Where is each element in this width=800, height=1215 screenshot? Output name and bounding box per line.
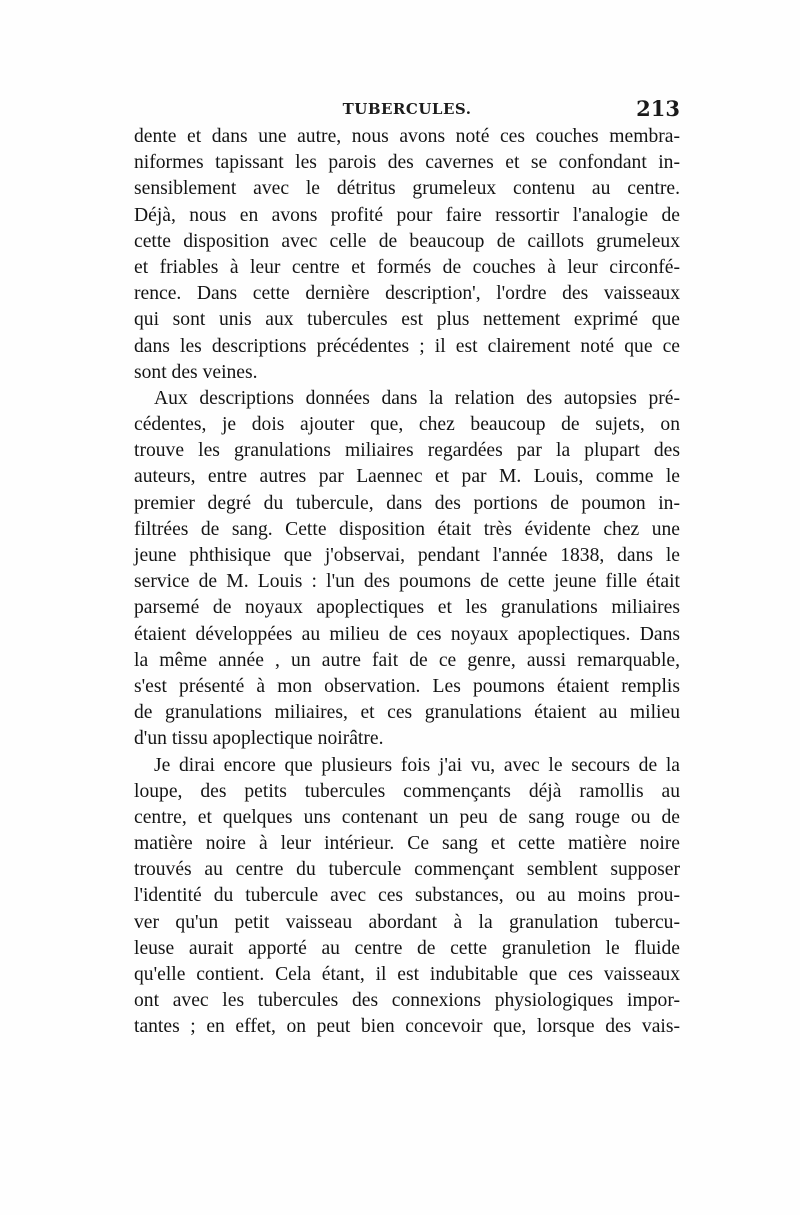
text-line: rence. Dans cette dernière description', l'ordre des vaisseaux (134, 283, 680, 305)
text-line: sont des veines. (134, 361, 258, 383)
text-line: et friables à leur centre et formés de couches à leur circonfé- (134, 256, 680, 278)
text-line: de granulations miliaires, et ces granulations étaient au milieu (134, 702, 680, 724)
text-line: matière noire à leur intérieur. Ce sang et cette matière noire (134, 833, 680, 855)
text-line: dans les descriptions précédentes ; il est clairement noté que ce (134, 335, 680, 357)
text-line: premier degré du tubercule, dans des portions de poumon in- (134, 492, 680, 514)
text-line: qui sont unis aux tubercules est plus nettement exprimé que (134, 309, 680, 331)
text-line: cédentes, je dois ajouter que, chez beaucoup de sujets, on (134, 414, 680, 436)
text-line: ont avec les tubercules des connexions physiologiques impor- (134, 990, 680, 1012)
running-title: TUBERCULES. (342, 100, 472, 118)
text-line: Je dirai encore que plusieurs fois j'ai vu, avec le secours de la (154, 754, 680, 776)
text-line: trouve les granulations miliaires regardées par la plupart des (134, 440, 680, 462)
text-line: l'identité du tubercule avec ces substances, ou au moins prou- (134, 885, 680, 907)
text-line: la même année , un autre fait de ce genre, aussi remarquable, (134, 649, 680, 671)
text-line: jeune phthisique que j'observai, pendant l'année 1838, dans le (134, 545, 680, 566)
text-line: leuse aurait apporté au centre de cette granuletion le fluide (134, 937, 680, 959)
text-line: parsemé de noyaux apoplectiques et les granulations miliaires (134, 597, 680, 619)
text-line: service de M. Louis : l'un des poumons de cette jeune fille était (134, 571, 680, 593)
page-number: 213 (636, 96, 680, 121)
text-line: Déjà, nous en avons profité pour faire ressortir l'analogie de (134, 204, 680, 226)
text-line: niformes tapissant les parois des cavernes et se confondant in- (134, 152, 680, 174)
text-line: d'un tissu apoplectique noirâtre. (134, 728, 384, 750)
text-line: tantes ; en effet, on peut bien concevoir que, lorsque des vais- (134, 1016, 680, 1038)
body-text (134, 124, 680, 1041)
text-line: dente et dans une autre, nous avons noté ces couches membra- (134, 126, 680, 147)
text-line: s'est présenté à mon observation. Les poumons étaient remplis (134, 675, 680, 697)
text-line: filtrées de sang. Cette disposition était très évidente chez une (134, 518, 680, 540)
text-line: trouvés au centre du tubercule commençant semblent supposer (134, 859, 680, 881)
text-line: centre, et quelques uns contenant un peu de sang rouge ou de (134, 806, 680, 828)
text-line: loupe, des petits tubercules commençants déjà ramollis au (134, 780, 680, 802)
text-line: sensiblement avec le détritus grumeleux contenu au centre. (134, 178, 680, 200)
text-line: étaient développées au milieu de ces noyaux apoplectiques. Dans (134, 623, 680, 645)
text-line: cette disposition avec celle de beaucoup de caillots grumeleux (134, 230, 680, 252)
text-line: Aux descriptions données dans la relation des autopsies pré- (154, 387, 680, 409)
page-header (134, 96, 680, 124)
text-line: qu'elle contient. Cela étant, il est indubitable que ces vaisseaux (134, 964, 680, 985)
text-line: auteurs, entre autres par Laennec et par M. Louis, comme le (134, 466, 680, 488)
text-line: ver qu'un petit vaisseau abordant à la granulation tubercu- (134, 911, 680, 933)
